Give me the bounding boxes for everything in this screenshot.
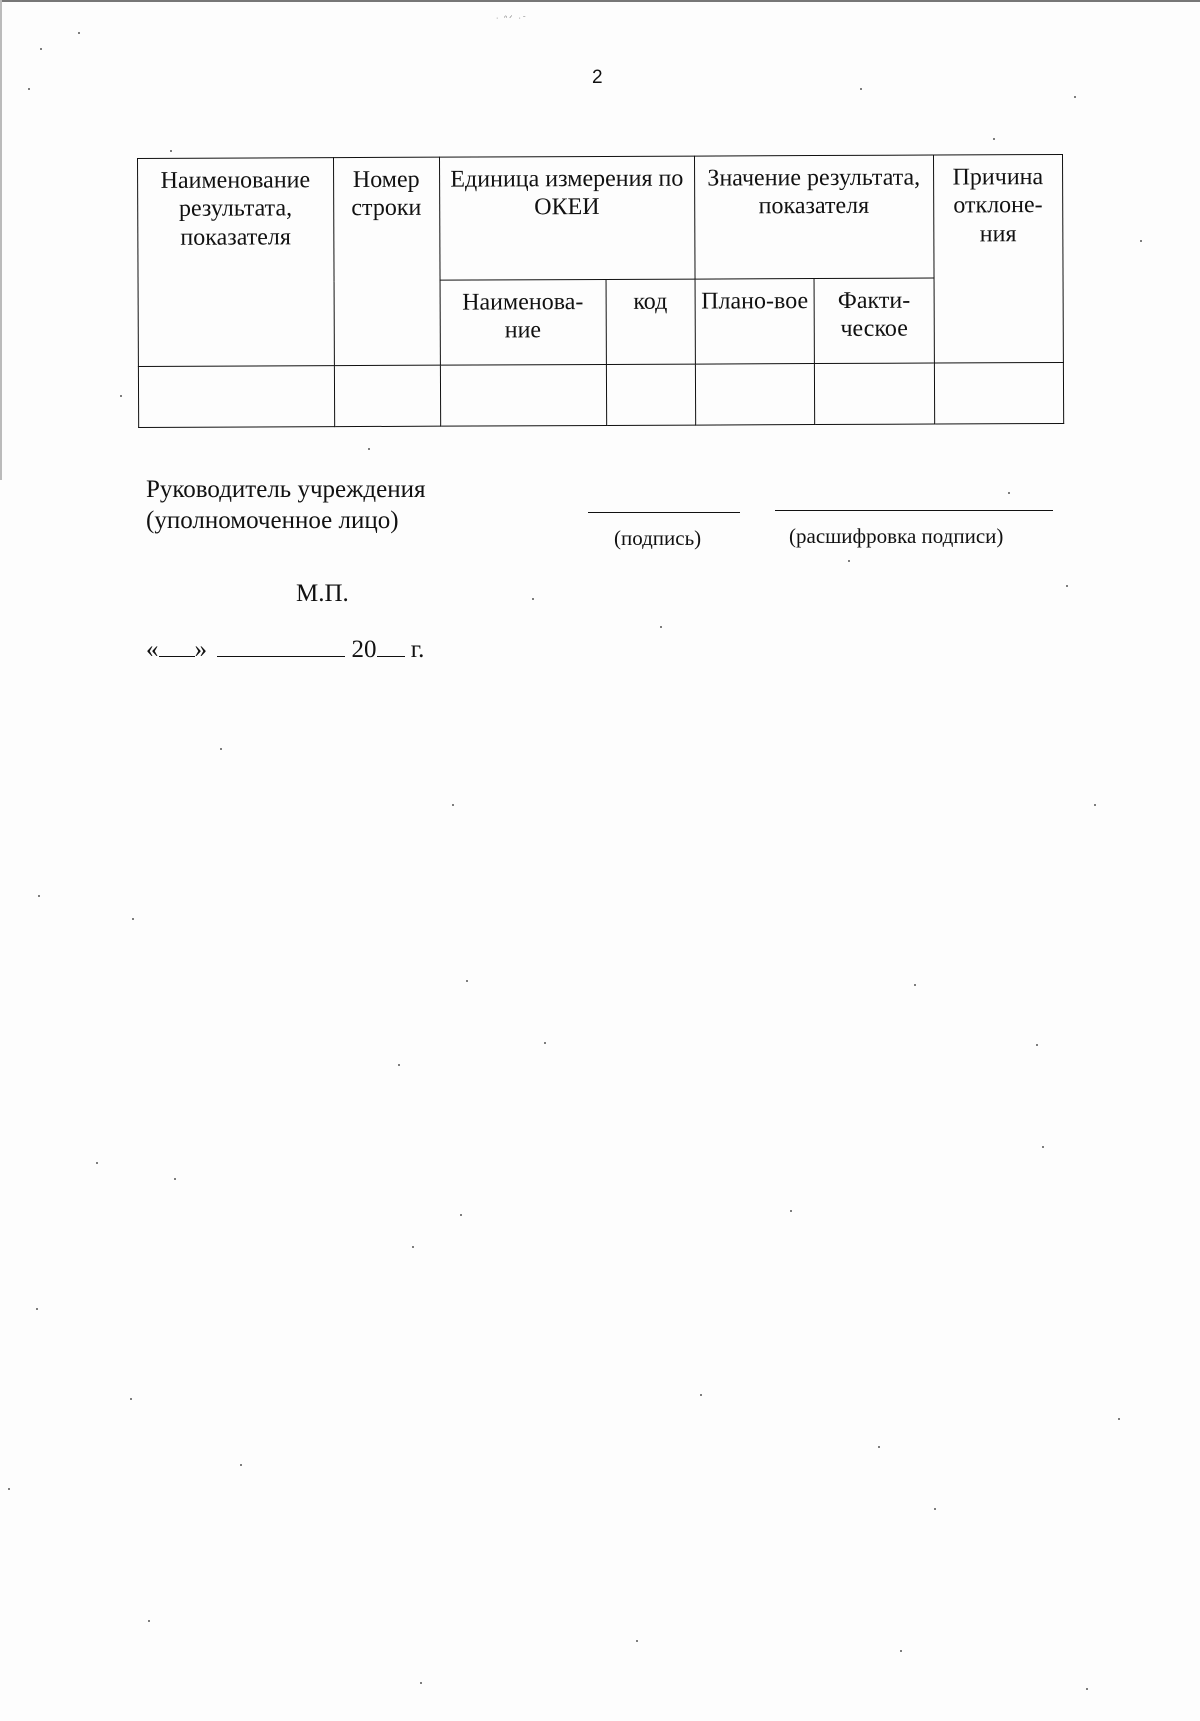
scan-speck bbox=[132, 918, 134, 920]
header-value-plan: Плано-вое bbox=[695, 279, 815, 365]
date-day-blank bbox=[159, 634, 195, 657]
scan-top-edge bbox=[0, 0, 1200, 2]
scan-speck bbox=[398, 1064, 400, 1066]
table-cell bbox=[138, 366, 334, 428]
header-unit-name: Наименова-ние bbox=[440, 279, 606, 365]
date-close-quote: » bbox=[194, 636, 207, 663]
table-header-row bbox=[138, 154, 1064, 281]
signature-line bbox=[588, 512, 740, 513]
scan-speck bbox=[220, 748, 222, 750]
header-value-fact: Факти-ческое bbox=[814, 278, 934, 364]
date-open-quote: « bbox=[146, 636, 159, 663]
scan-speck bbox=[1042, 1146, 1044, 1148]
date-year-suffix: г. bbox=[410, 636, 425, 663]
signature-caption: (подпись) bbox=[614, 526, 702, 550]
scan-speck bbox=[790, 1210, 792, 1212]
scan-left-edge bbox=[0, 0, 2, 480]
scan-speck bbox=[40, 48, 42, 50]
scan-speck bbox=[78, 32, 80, 34]
table-cell bbox=[606, 364, 695, 425]
scan-speck bbox=[848, 560, 850, 562]
scan-speck bbox=[860, 88, 862, 90]
table-row bbox=[138, 362, 1063, 427]
scan-header-mark: ᐧ ᐢᐟ ᐧᐨ bbox=[496, 14, 528, 23]
decoding-caption: (расшифровка подписи) bbox=[789, 524, 1004, 548]
scan-speck bbox=[148, 1620, 150, 1622]
signer-title bbox=[146, 474, 425, 536]
scan-speck bbox=[878, 1446, 880, 1448]
scan-speck bbox=[544, 1042, 546, 1044]
scan-speck bbox=[993, 138, 995, 140]
scan-speck bbox=[368, 448, 370, 450]
date-year-blank bbox=[377, 634, 405, 657]
scan-speck bbox=[38, 895, 40, 897]
scan-speck bbox=[130, 1398, 132, 1400]
table-cell bbox=[334, 365, 440, 426]
scan-speck bbox=[460, 1214, 462, 1216]
scan-speck bbox=[170, 150, 172, 152]
date-year-prefix: 20 bbox=[351, 636, 377, 663]
scan-speck bbox=[1086, 1688, 1088, 1690]
scan-speck bbox=[36, 1308, 38, 1310]
date-month-blank bbox=[217, 634, 345, 657]
scan-speck bbox=[240, 1464, 242, 1466]
scan-speck bbox=[1094, 804, 1096, 806]
date-line bbox=[146, 634, 424, 664]
scan-speck bbox=[452, 804, 454, 806]
scan-speck bbox=[660, 626, 662, 628]
scan-speck bbox=[914, 984, 916, 986]
scan-speck bbox=[900, 1650, 902, 1652]
decoding-line bbox=[775, 510, 1053, 511]
scan-speck bbox=[1074, 96, 1076, 98]
scan-speck bbox=[636, 1640, 638, 1642]
table-cell bbox=[695, 364, 815, 426]
scan-speck bbox=[700, 1394, 702, 1396]
signer-title-line1: Руководитель учреждения bbox=[146, 476, 426, 503]
header-row-number: Номер строки bbox=[333, 157, 440, 365]
scan-speck bbox=[934, 1508, 936, 1510]
results-table bbox=[137, 154, 1064, 428]
seal-place: М.П. bbox=[296, 580, 349, 607]
scan-speck bbox=[420, 1682, 422, 1684]
table-cell bbox=[815, 363, 935, 425]
scan-speck bbox=[174, 1178, 176, 1180]
scan-speck bbox=[412, 1246, 414, 1248]
header-unit-okei: Единица измерения по ОКЕИ bbox=[439, 156, 695, 280]
scan-speck bbox=[120, 395, 122, 397]
scan-speck bbox=[1118, 1418, 1120, 1420]
scan-speck bbox=[1140, 240, 1142, 242]
scan-speck bbox=[532, 598, 534, 600]
scan-speck bbox=[466, 980, 468, 982]
scan-speck bbox=[1036, 1044, 1038, 1046]
table-cell bbox=[440, 364, 606, 426]
header-unit-code: код bbox=[606, 279, 696, 364]
header-deviation-reason: Причина отклоне-ния bbox=[933, 154, 1063, 363]
scan-speck bbox=[28, 88, 30, 90]
header-result-name: Наименование результата, показателя bbox=[138, 158, 334, 367]
scan-speck bbox=[1066, 585, 1068, 587]
signer-title-line2: (уполномоченное лицо) bbox=[146, 507, 399, 534]
page-number: 2 bbox=[592, 67, 603, 88]
header-value: Значение результата, показателя bbox=[694, 155, 933, 279]
scan-speck bbox=[1008, 492, 1010, 494]
scan-speck bbox=[8, 1488, 10, 1490]
scan-speck bbox=[96, 1162, 98, 1164]
table-cell bbox=[934, 362, 1064, 424]
